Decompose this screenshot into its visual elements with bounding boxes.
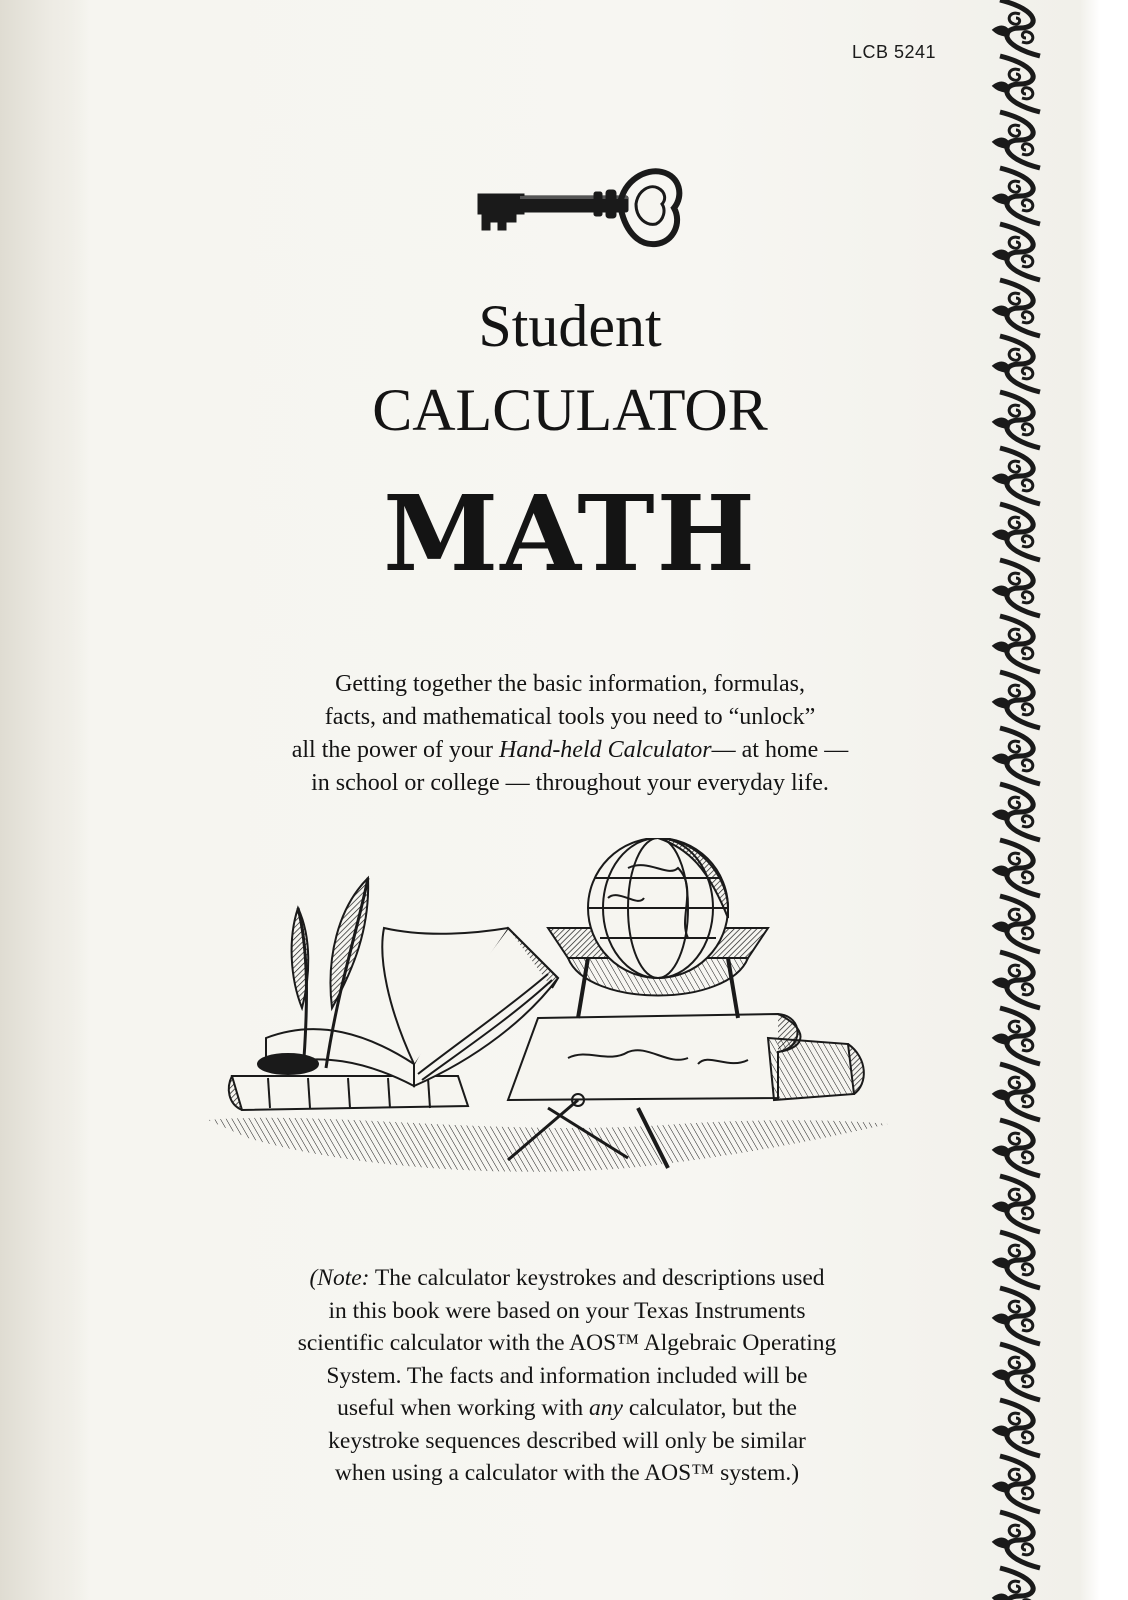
books-globe-quill-illustration xyxy=(208,838,908,1208)
note-line-1 xyxy=(232,1262,902,1295)
vine-leaf xyxy=(994,1315,1008,1324)
vine-curl xyxy=(1009,1021,1020,1032)
vine-curl xyxy=(1009,349,1020,360)
vine-curl xyxy=(1009,1581,1020,1592)
tagline-line-1: Getting together the basic information, formulas, xyxy=(335,671,805,697)
vine-curl xyxy=(1009,1357,1020,1368)
vine-leaf xyxy=(994,755,1008,764)
vine-curl xyxy=(1022,536,1033,547)
note-line-4: System. The facts and information included will be xyxy=(326,1362,808,1389)
vine-leaf xyxy=(994,27,1008,36)
vine-leaf xyxy=(994,419,1008,428)
vine-curl xyxy=(1009,69,1020,80)
vine-leaf xyxy=(994,307,1008,316)
note-line-6: keystroke sequences described will only be similar xyxy=(328,1427,806,1454)
vine-leaf xyxy=(994,643,1008,652)
vine-curl xyxy=(1009,965,1020,976)
note-line-1-rest: The calculator keystrokes and descriptions used xyxy=(369,1265,825,1291)
vine-curl xyxy=(1022,1040,1033,1051)
vine-curl xyxy=(1022,480,1033,491)
vine-leaf xyxy=(994,1371,1008,1380)
vine-leaf xyxy=(994,699,1008,708)
vine-leaf xyxy=(994,195,1008,204)
spine-shadow xyxy=(0,0,90,1600)
title-math: MATH xyxy=(383,472,757,595)
vine-curl xyxy=(1022,1432,1033,1443)
vine-curl xyxy=(1009,1301,1020,1312)
vine-leaf xyxy=(994,531,1008,540)
vine-leaf xyxy=(994,1595,1008,1600)
vine-curl xyxy=(1022,1264,1033,1275)
vine-leaf xyxy=(994,1483,1008,1492)
vine-curl xyxy=(1009,685,1020,696)
tagline-line-2: facts, and mathematical tools you need to “unlock” xyxy=(324,704,816,730)
vine-curl xyxy=(1009,237,1020,248)
tagline-line-4: in school or college — throughout your everyday life. xyxy=(311,770,829,796)
vine-leaf xyxy=(994,475,1008,484)
note-line-3: scientific calculator with the AOS™ Algebraic Operating xyxy=(297,1330,837,1356)
vine-curl xyxy=(1009,1413,1020,1424)
note-line-5-suffix: calculator, but the xyxy=(622,1395,797,1421)
vine-leaf xyxy=(994,811,1008,820)
vine-leaf xyxy=(994,139,1008,148)
note-paragraph xyxy=(232,1262,902,1490)
vine-curl xyxy=(1022,816,1033,827)
vine-curl xyxy=(1022,704,1033,715)
vine-curl xyxy=(1022,760,1033,771)
vine-curl xyxy=(1009,1077,1020,1088)
vine-curl xyxy=(1009,181,1020,192)
vine-curl xyxy=(1022,424,1033,435)
vine-curl xyxy=(1022,144,1033,155)
vine-leaf xyxy=(994,979,1008,988)
vine-curl xyxy=(1009,573,1020,584)
note-line-7: when using a calculator with the AOS™ system.) xyxy=(334,1460,800,1486)
vine-curl xyxy=(1022,984,1033,995)
note-line-5-italic: any xyxy=(589,1395,623,1421)
vine-curl xyxy=(1009,13,1020,24)
vine-curl xyxy=(1009,1189,1020,1200)
vine-leaf xyxy=(994,251,1008,260)
vine-curl xyxy=(1022,592,1033,603)
vine-curl xyxy=(1022,1544,1033,1555)
vine-leaf xyxy=(994,867,1008,876)
vine-leaf xyxy=(994,83,1008,92)
vine-leaf xyxy=(994,1147,1008,1156)
vine-curl xyxy=(1022,1208,1033,1219)
vine-curl xyxy=(1022,1376,1033,1387)
note-line-5 xyxy=(232,1392,902,1425)
tagline-line-3-suffix: — at home — xyxy=(711,737,849,763)
vine-curl xyxy=(1022,648,1033,659)
vine-leaf xyxy=(994,1091,1008,1100)
title-student: Student xyxy=(478,293,662,359)
vine-curl xyxy=(1022,88,1033,99)
vine-curl xyxy=(1022,256,1033,267)
vine-curl xyxy=(1022,1488,1033,1499)
vine-leaf xyxy=(994,1035,1008,1044)
vine-curl xyxy=(1009,1525,1020,1536)
vine-curl xyxy=(1022,32,1033,43)
vine-curl xyxy=(1009,517,1020,528)
vine-leaf xyxy=(994,1203,1008,1212)
note-line-2: in this book were based on your Texas Instruments xyxy=(328,1297,806,1324)
title-calculator: CALCULATOR xyxy=(372,377,768,443)
vine-curl xyxy=(1009,1469,1020,1480)
vine-curl xyxy=(1009,797,1020,808)
vine-leaf xyxy=(994,1259,1008,1268)
vine-curl xyxy=(1022,928,1033,939)
tagline-line-3-italic: Hand-held Calculator xyxy=(498,737,712,763)
vine-curl xyxy=(1009,461,1020,472)
vine-curl xyxy=(1009,629,1020,640)
note-lead: (Note: xyxy=(309,1265,370,1291)
vine-leaf xyxy=(994,1539,1008,1548)
scroll-vine-border xyxy=(980,0,1062,1600)
tagline-line-3-prefix: all the power of your xyxy=(291,737,499,763)
note-line-5-prefix: useful when working with xyxy=(337,1395,590,1421)
vine-curl xyxy=(1022,1320,1033,1331)
vine-curl xyxy=(1009,909,1020,920)
vine-leaf xyxy=(994,363,1008,372)
vine-curl xyxy=(1009,293,1020,304)
vine-curl xyxy=(1009,405,1020,416)
vine-leaf xyxy=(994,1427,1008,1436)
vine-curl xyxy=(1022,368,1033,379)
tagline-line-3 xyxy=(220,734,920,767)
vine-curl xyxy=(1009,1133,1020,1144)
vine-curl xyxy=(1009,125,1020,136)
vine-curl xyxy=(1022,1096,1033,1107)
tagline xyxy=(220,668,920,800)
catalog-number: LCB 5241 xyxy=(851,42,936,62)
vine-curl xyxy=(1022,200,1033,211)
key-icon xyxy=(476,164,686,254)
vine-curl xyxy=(1022,312,1033,323)
vine-curl xyxy=(1009,853,1020,864)
vine-curl xyxy=(1009,1245,1020,1256)
vine-leaf xyxy=(994,587,1008,596)
vine-curl xyxy=(1022,872,1033,883)
vine-curl xyxy=(1022,1152,1033,1163)
vine-leaf xyxy=(994,923,1008,932)
vine-curl xyxy=(1009,741,1020,752)
